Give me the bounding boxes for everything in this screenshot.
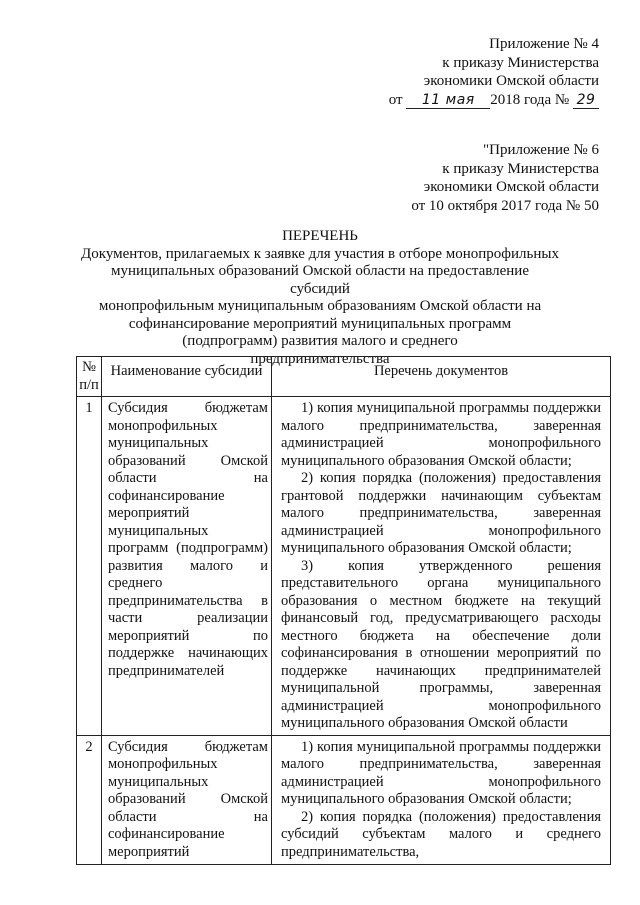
date-from: от <box>388 91 403 108</box>
appendix-new-line3: экономики Омской области <box>423 73 599 89</box>
document-item: 3) копия утвержденного решения представительного органа муниципального образования о местном бюджете на текущий финансовый год, предусматривающего расходы местного бюджета на обеспечение доли софинансирования в отношении мероприятий по поддержке начинающих предпринимателей муниципальной программы, заверенная администрацией монопрофильного муниципального образования Омской области <box>281 557 601 731</box>
document-item: 2) копия порядка (положения) предоставления грантовой поддержки начинающим субъектам малого предпринимательства, заверенная администрацией монопрофильного муниципального образования Омской области; <box>281 470 601 556</box>
title-subtitle-line: муниципальных образований Омской области на предоставление субсидий <box>110 263 529 297</box>
title-subtitle-line: предпринимательства <box>250 350 390 367</box>
title-subtitle-line: софинансирование мероприятий муниципальных программ <box>128 315 512 332</box>
table-row <box>77 397 611 736</box>
row-num: 2 <box>77 735 102 865</box>
document-item: 2) копия порядка (положения) предоставления субсидий субъектам малого и среднего предпринимательства, <box>281 808 601 860</box>
appendix-old-line1: "Приложение № 6 <box>483 142 599 158</box>
appendix-new-line1: Приложение № 4 <box>489 36 599 52</box>
row-documents <box>272 735 611 865</box>
table-row <box>77 735 611 865</box>
title-heading: ПЕРЕЧЕНЬ <box>282 228 358 244</box>
header-docs: Перечень документов <box>272 357 611 397</box>
title-subtitle-line: (подпрограмм) развития малого и среднего <box>182 333 458 349</box>
documents-table <box>76 356 611 865</box>
handwritten-date: 11 мая <box>406 92 490 109</box>
appendix-new-line2: к приказу Министерства <box>442 54 599 71</box>
document-item: 1) копия муниципальной программы поддержки малого предпринимательства, заверенная администрацией монопрофильного муниципального образования Омской области; <box>281 400 601 469</box>
appendix-new-date-line <box>389 91 599 110</box>
header-num: № п/п <box>77 357 102 397</box>
title-subtitle-line: Документов, прилагаемых к заявке для участия в отборе монопрофильных <box>81 245 559 262</box>
document-item: 1) копия муниципальной программы поддержки малого предпринимательства, заверенная администрацией монопрофильного муниципального образования Омской области; <box>281 738 601 807</box>
document-title <box>80 228 560 368</box>
row-subsidy-name: Субсидия бюджетам монопрофильных муниципальных образований Омской области на софинансирование мероприятий <box>102 735 272 865</box>
appendix-old-block <box>411 141 599 215</box>
appendix-old-line2: к приказу Министерства <box>442 160 599 177</box>
appendix-new-block <box>389 35 599 109</box>
row-documents <box>272 397 611 736</box>
appendix-old-line3: экономики Омской области <box>423 179 599 195</box>
handwritten-number: 29 <box>573 92 599 109</box>
appendix-old-line4: от 10 октября 2017 года № 50 <box>411 197 599 214</box>
row-subsidy-name: Субсидия бюджетам монопрофильных муниципальных образований Омской области на софинансирование мероприятий муниципальных программ (подпрограмм) развития малого и среднего предпринимательства в части реализации мероприятий по поддержке начинающих предпринимателей <box>102 397 272 736</box>
title-subtitle-line: монопрофильным муниципальным образованиям Омской области на <box>98 298 542 314</box>
header-name: Наименование субсидии <box>102 357 272 397</box>
table-header-row <box>77 357 611 397</box>
year-text: 2018 года № <box>490 91 570 108</box>
row-num: 1 <box>77 397 102 736</box>
